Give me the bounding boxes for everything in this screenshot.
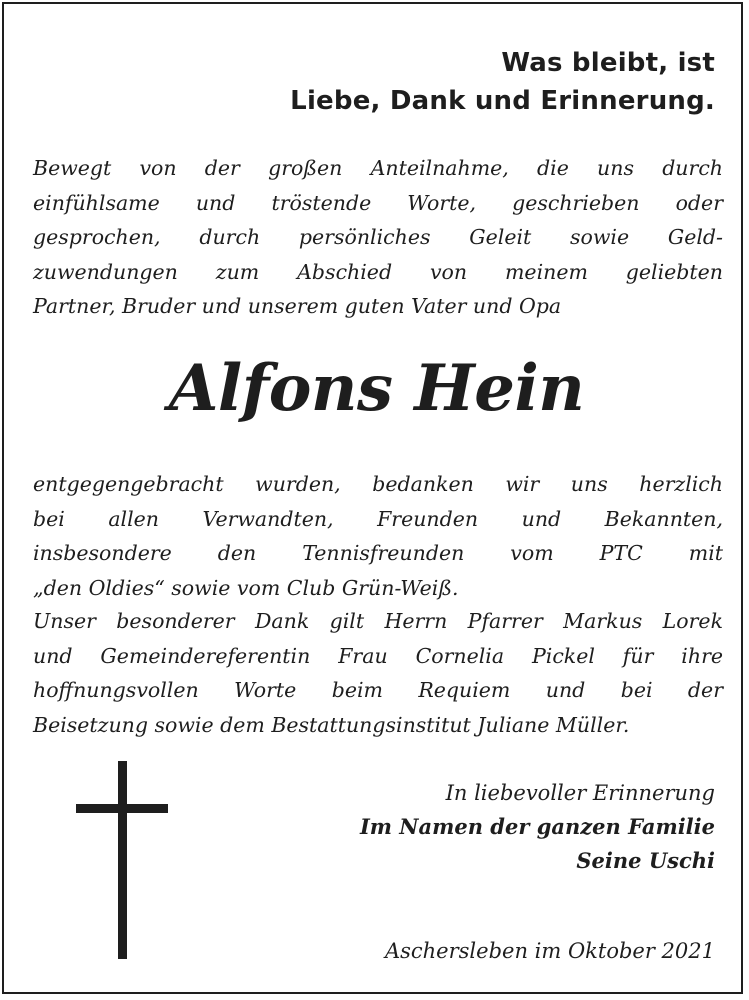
place-date: Aschersleben im Oktober 2021: [384, 939, 715, 963]
special-thanks-paragraph: [33, 604, 723, 742]
signature-line-1: In liebevoller Erinnerung: [445, 781, 715, 805]
thanks-line: bei allen Verwandten, Freunden und Bekannten,: [33, 506, 723, 531]
thanks-line: insbesondere den Tennisfreunden vom PTC mit: [33, 541, 723, 566]
motto-line-2: Liebe, Dank und Erinnerung.: [290, 86, 715, 116]
signature-line-2: Im Namen der ganzen Familie: [359, 814, 715, 839]
thanks-paragraph: [33, 467, 723, 605]
intro-line: Bewegt von der großen Anteilnahme, die uns durch: [33, 156, 723, 180]
intro-paragraph: [33, 151, 723, 324]
motto-line-1: Was bleibt, ist: [501, 48, 715, 78]
intro-line: zuwendungen zum Abschied von meinem geliebten: [33, 259, 723, 284]
intro-line: gesprochen, durch persönliches Geleit sowie Geld-: [33, 225, 723, 250]
special-line: Unser besonderer Dank gilt Herrn Pfarrer Markus Lorek: [33, 609, 723, 633]
special-line: Beisetzung sowie dem Bestattungsinstitut Juliane Müller.: [33, 712, 630, 737]
intro-line: einfühlsame und tröstende Worte, geschrieben oder: [33, 190, 723, 215]
signature-line-3: Seine Uschi: [576, 848, 715, 873]
cross-vertical-bar: [118, 761, 127, 959]
special-line: und Gemeindereferentin Frau Cornelia Pickel für ihre: [33, 643, 723, 668]
signature-block: [360, 776, 715, 878]
motto: [290, 44, 715, 120]
intro-line: Partner, Bruder und unserem guten Vater und Opa: [33, 294, 562, 319]
deceased-name: Alfons Hein: [168, 351, 585, 426]
cross-horizontal-bar: [76, 804, 168, 813]
cross-icon: [76, 761, 168, 959]
notice-frame: [2, 2, 743, 994]
thanks-line: entgegengebracht wurden, bedanken wir uns herzlich: [33, 472, 723, 496]
special-line: hoffnungsvollen Worte beim Requiem und bei der: [33, 678, 723, 703]
thanks-line: „den Oldies“ sowie vom Club Grün-Weiß.: [33, 575, 459, 600]
